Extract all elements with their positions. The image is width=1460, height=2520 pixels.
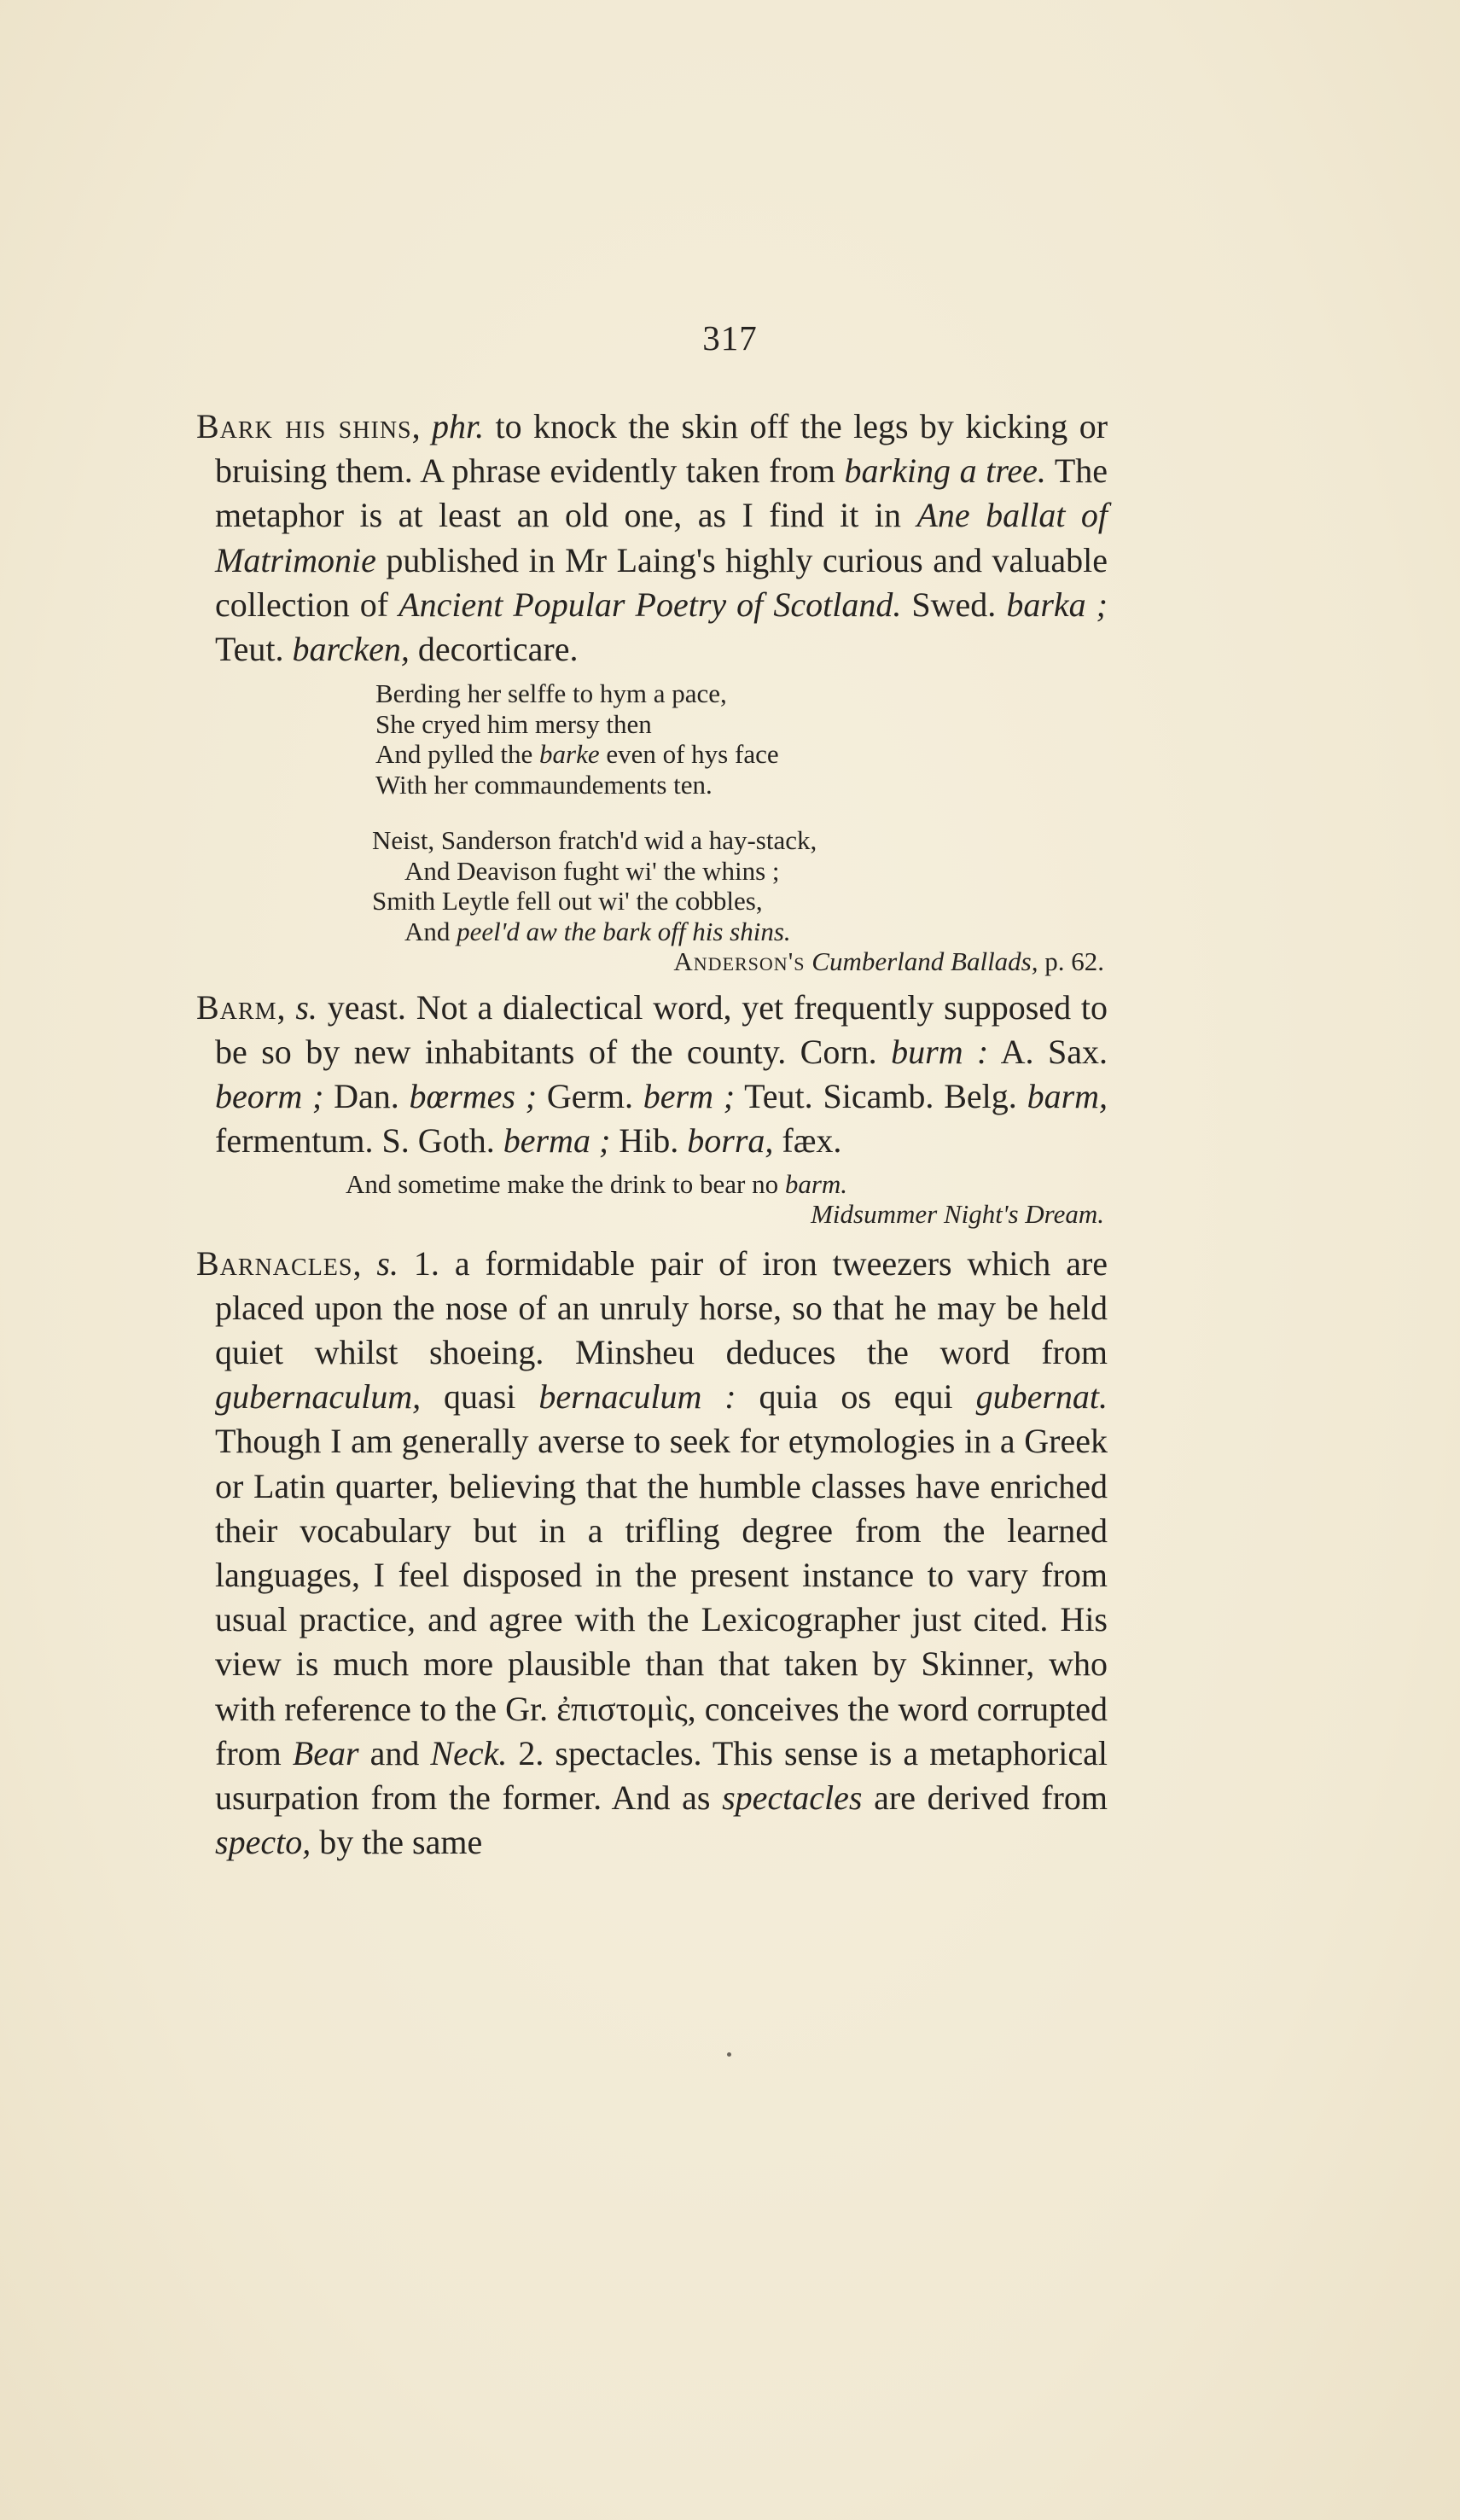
headword: Bark his shins bbox=[196, 407, 412, 445]
quotation-cumberland-ballads bbox=[196, 800, 1108, 981]
verse-line: Berding her selffe to hym a pace, bbox=[375, 678, 727, 709]
entry-bark-his-shins: Bark his shins, phr. to knock the skin off the legs by kicking or bruising them. A phrase evidently taken from barking a tree. The metaphor is at least an old one, as I find it in Ane ballat of Matrimonie published in Mr Laing's highly curious and valuable collection of Ancient Popular Poetry of Scotland. Swed. barka ; Teut. barcken, decorticare. bbox=[196, 407, 1108, 669]
verse-line: With her commaundements ten. bbox=[375, 769, 713, 800]
quotation-attribution: Midsummer Night's Dream. bbox=[811, 1199, 1104, 1230]
verse-line: And pylled the barke even of hys face bbox=[375, 739, 779, 770]
headword: Barnacles bbox=[196, 1243, 353, 1283]
part-of-speech: s. bbox=[295, 987, 317, 1027]
entry-barnacles: Barnacles, s. 1. a formidable pair of iron tweezers which are placed upon the nose of an unruly horse, so that he may be held quiet whilst shoeing. Minsheu deduces the word from gubernaculum, quasi bernaculum : quia os equi gubernat. Though I am generally averse to seek for etymologies in a Greek or Latin quarter, believing that the humble classes have enriched their vocabulary but in a trifling degree from the learned languages, I feel disposed in the present instance to vary from usual practice, and agree with the Lexicographer just cited. His view is much more plausible than that taken by Skinner, who with reference to the Gr. ἐπιστομὶς, conceives the word corrupted from Bear and Neck. 2. spectacles. This sense is a metaphorical usurpation from the former. And as spectacles are derived from specto, by the same bbox=[196, 1243, 1108, 1862]
part-of-speech: s. bbox=[376, 1243, 398, 1283]
page-body bbox=[196, 404, 1108, 1865]
quotation-midsummer bbox=[196, 1164, 1108, 1233]
headword: Barm bbox=[196, 987, 277, 1027]
entry-barm: Barm, s. yeast. Not a dialectical word, yet frequently supposed to be so by new inhabitants of the county. Corn. burm : A. Sax. beorm ; Dan. bœrmes ; Germ. berm ; Teut. Sicamb. Belg. barm, fermentum. S. Goth. berma ; Hib. borra, fæx. bbox=[196, 987, 1108, 1161]
verse-line: She cryed him mersy then bbox=[375, 708, 652, 739]
paper-speck bbox=[727, 2052, 731, 2057]
page-number: 317 bbox=[702, 318, 758, 358]
verse-line: And Deavison fught wi' the whins ; bbox=[404, 855, 780, 886]
verse-line: And sometime make the drink to bear no barm. bbox=[346, 1168, 848, 1199]
quotation-ballat bbox=[196, 672, 1108, 800]
greek-word: ἐπιστομὶς, bbox=[556, 1689, 696, 1728]
verse-line: Smith Leytle fell out wi' the cobbles, bbox=[372, 886, 763, 917]
verse-line: And peel'd aw the bark off his shins. bbox=[404, 916, 791, 946]
verse-line: Neist, Sanderson fratch'd wid a hay-stack, bbox=[372, 825, 817, 856]
part-of-speech: phr. bbox=[432, 407, 485, 445]
quotation-attribution: Anderson's Cumberland Ballads, p. 62. bbox=[673, 946, 1104, 977]
